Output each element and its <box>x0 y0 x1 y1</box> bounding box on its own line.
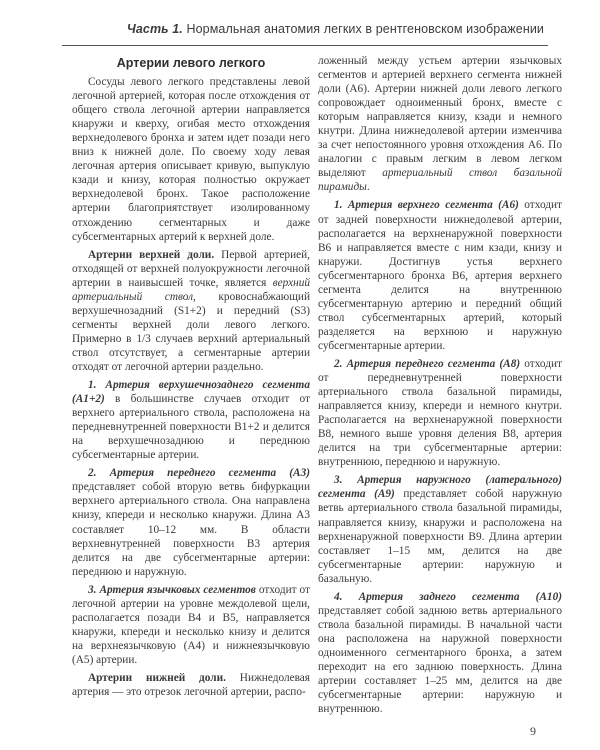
paragraph <box>318 357 562 469</box>
paragraph-text: . <box>366 181 370 194</box>
paragraph <box>72 248 310 374</box>
paragraph <box>318 54 562 194</box>
paragraph-lead: Артерии нижней доли. <box>88 671 226 684</box>
paragraph-text: отходит от передневнутренней поверхности артериального ствола базальной пирамиды, направляется книзу, кпереди и немного кнутри. Располагается на верхненаружной поверхности B8, немного выше уровня деления B8, артерия делится на три субсегментарные артерии: внутреннюю, переднюю и наружную. <box>318 357 562 469</box>
paragraph-text: в большинстве случаев отходит от верхнего артериального ствола, расположена на передневнутренней поверхности B1+2 и делится на верхушечнозаднюю и переднюю субсегментарные артерии. <box>72 393 310 462</box>
paragraph-text: ложенный между устьем артерии язычковых сегментов и артерией верхнего сегмента нижней доли (A6). Артерии нижней доли левого легкого сопровождает одноименный бронх, вместе с которым направляется книзу, кзади и немного кнутри. Длина нижнедолевой артерии изменчива за счет непостоянного уровня отхождения A6. По аналогии с правым легким в левом легком выделяют <box>318 55 562 180</box>
paragraph-text: Нижнедолевая артерия — это отрезок легочной артерии, распо- <box>72 671 310 699</box>
header-rule <box>62 45 548 46</box>
paragraph-text: отходит от задней поверхности нижнедолевой артерии, располагается на верхненаружной поверхности B6 и направляется вместе с ним кзади, книзу и кнаружи. Достигнув устья верхнего субсегментарного бронха B6, артерия верхнего сегмента делится на внутреннюю субсегментарную артерию и передний общий ствол субсегментарных артерий, который разделяется на верхнюю и наружную субсегментарные артерии. <box>318 199 562 352</box>
paragraph-text: представляет собой наружную ветвь артериального ствола базальной пирамиды, направляется книзу, кнаружи и расположена на верхненаружной поверхности B9. Длина артерии составляет 1–15 мм, делится на две субсегментарные артерии: наружную и базальную. <box>318 488 562 585</box>
section-title: Артерии левого легкого <box>116 56 266 70</box>
paragraph <box>318 473 562 585</box>
paragraph-text: представляет собой вторую ветвь бифуркации верхнего артериального ствола. Она направлена книзу, кпереди и несколько кнаружи. Длина A3 составляет 10–12 мм. В области верхневнутренней поверхности B3 артерия делится на две субсегментарные артерии: переднюю и наружную. <box>72 481 310 578</box>
paragraph <box>318 198 562 353</box>
paragraph <box>72 466 310 578</box>
paragraph-lead: 2. Артерия переднего сегмента (A8) <box>334 357 521 370</box>
right-column <box>318 54 562 720</box>
paragraph-lead: Артерии верхней доли. <box>88 248 215 261</box>
paragraph <box>72 378 310 462</box>
running-header <box>0 18 600 44</box>
paragraph-lead: 1. Артерия верхушечнозаднего сегмента (A1+2) <box>72 379 310 406</box>
paragraph-lead: 2. Артерия переднего сегмента (A3) <box>88 467 310 480</box>
paragraph-text: , кровоснабжающий верхушечнозадний (S1+2) и передний (S3) сегменты верхней доли левого легкого. Примерно в 1/3 случаев верхний артериальный ствол отсутствует, а сегментарные артерии отходят от легочной артерии раздельно. <box>72 290 310 373</box>
header-part: Часть 1. <box>126 22 183 36</box>
page-number: 9 <box>530 724 536 738</box>
paragraph-lead: 3. Артерия язычковых сегментов <box>88 583 256 596</box>
paragraph: Сосуды левого легкого представлены левой легочной артерией, которая после отхождения от общего ствола легочной артерии направляется кнаружи и кверху, огибая место отхождения верхнедолевого бронха и затем идет позади него вниз к нижней доле. По своему ходу левая легочная артерия описывает кривую, выпуклую кзади и книзу, которая полностью окружает верхнедолевой бронх. Такое расположение артерии благоприятствует изолированному отхождению сегментарных и даже субсегментарных артерий к верхней доле. <box>72 76 310 243</box>
paragraph <box>72 671 310 699</box>
paragraph <box>318 590 562 716</box>
paragraph <box>72 583 310 667</box>
header-text <box>119 22 544 36</box>
paragraph-lead: 4. Артерия заднего сегмента (A10) <box>334 590 562 603</box>
paragraph-italic: верхний артериальный ствол <box>72 276 310 303</box>
paragraph-text: Первой артерией, отходящей от верхней полуокружности легочной артерии в наивысшей точке, является <box>72 248 310 289</box>
paragraph-text: отходит от легочной артерии на уровне междолевой щели, располагается позади B4 и B5, направляется кнаружи, кпереди и несколько книзу и делится на верхнеязычковую (A4) и нижнеязычковую (A5) артерии. <box>72 583 310 666</box>
header-title: Нормальная анатомия легких в рентгеновском изображении <box>186 22 544 36</box>
paragraph-text: представляет собой заднюю ветвь артериального ствола базальной пирамиды. В начальной части она расположена на наружной поверхности одноименного сегментарного бронха, а затем переходит на его заднюю поверхность. Длина артерии составляет 1–25 мм, делится на две субсегментарные артерии: наружную и внутреннюю. <box>318 604 562 716</box>
paragraph-italic: артериальный ствол базальной пирамиды <box>318 167 562 194</box>
left-column <box>72 54 310 703</box>
paragraph-lead: 1. Артерия верхнего сегмента (A6) <box>334 199 519 212</box>
paragraph-lead: 3. Артерия наружного (латерального) сегмента (A9) <box>318 474 562 501</box>
